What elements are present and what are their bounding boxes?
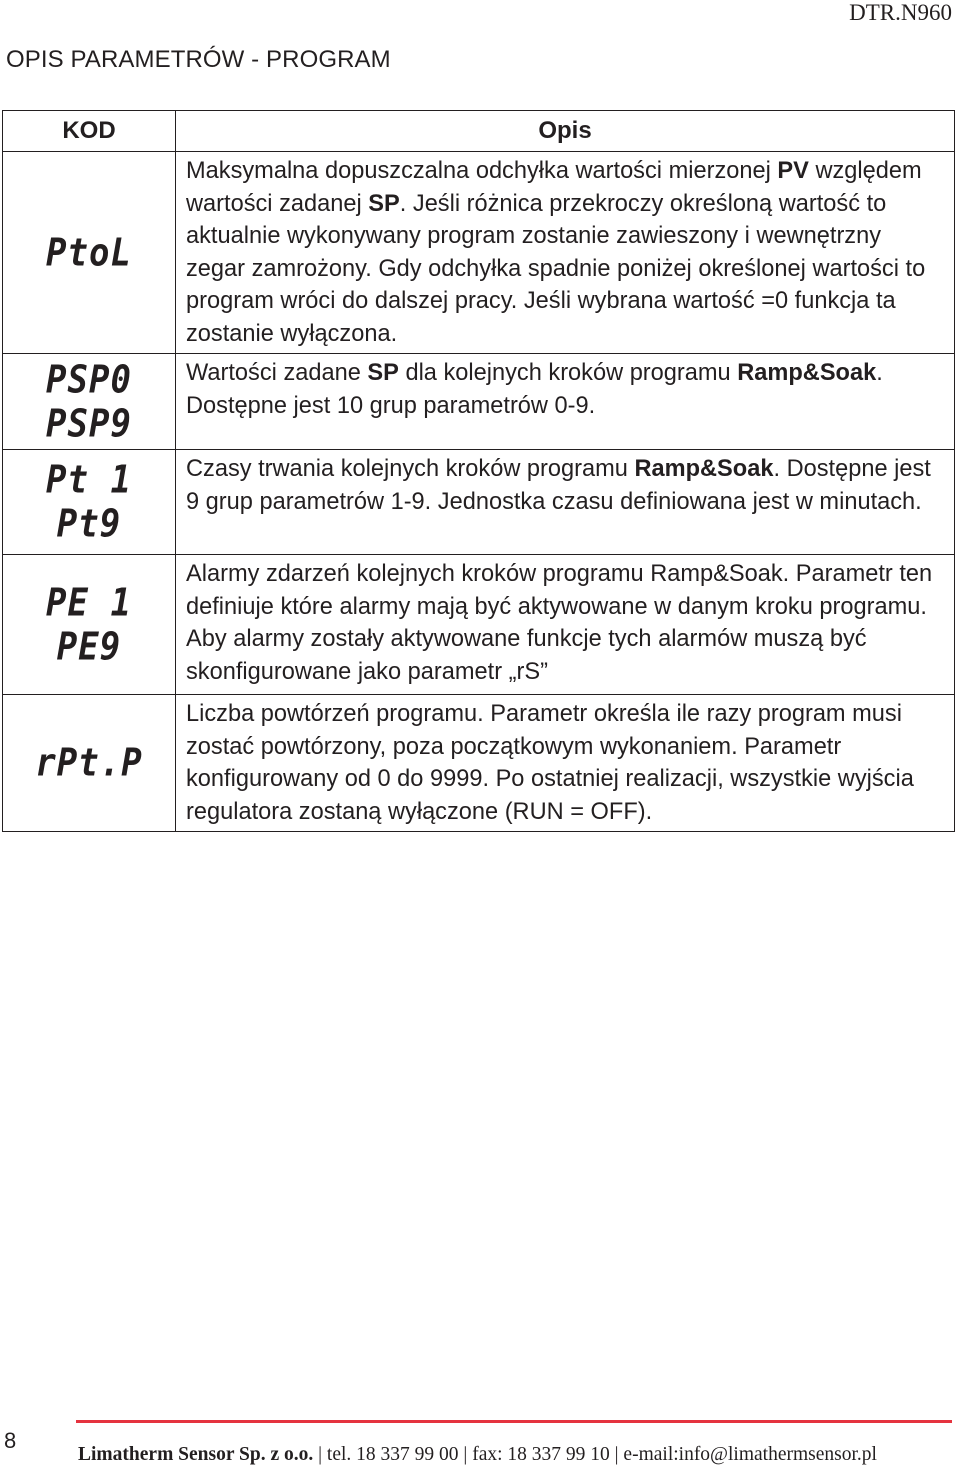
parameter-code: rPt.P (35, 740, 143, 786)
parameters-table (2, 110, 955, 832)
parameter-code: Pt9 (56, 501, 122, 547)
parameter-code: PSP0 (46, 357, 132, 402)
table-row (3, 450, 955, 555)
footer-contact (78, 1444, 877, 1466)
parameter-code-cell (3, 354, 176, 450)
table-row (3, 695, 955, 832)
parameter-code: PE 1 (46, 580, 132, 625)
parameter-description (176, 695, 955, 832)
description-text: względem wartości zadanej (186, 158, 922, 217)
description-text: Alarmy zdarzeń kolejnych kroków programu Ramp&Soak. Parametr ten definiuje które alarmy mają być aktywowane w danym kroku programu. Aby alarmy zostały aktywowane funkcje tych alarmów muszą być skonfigurowane jako parametr „rS” (186, 561, 933, 685)
description-text: Maksymalna dopuszczalna odchyłka wartości mierzonej (186, 158, 778, 184)
page-title: OPIS PARAMETRÓW - PROGRAM (6, 46, 391, 73)
footer-rule (76, 1420, 952, 1423)
description-emphasis: Ramp&Soak (634, 456, 774, 482)
document-code: DTR.N960 (849, 0, 952, 25)
parameter-description (176, 354, 955, 450)
parameter-description (176, 152, 955, 354)
parameter-code-cell (3, 555, 176, 695)
parameter-description (176, 450, 955, 555)
page-number: 8 (4, 1428, 17, 1453)
parameter-description (176, 555, 955, 695)
description-emphasis: PV (777, 158, 809, 184)
description-text: Wartości zadane (186, 360, 368, 386)
table-header-row (3, 111, 955, 152)
description-text: . Jeśli różnica przekroczy określoną wartość to aktualnie wykonywany program zostanie zawieszony i wewnętrzny zegar zamrożony. Gdy odchyłka spadnie poniżej określonej wartości to program wróci do dalszej pracy. Jeśli wybrana wartość =0 funkcja ta zostanie wyłączona. (186, 190, 926, 347)
parameter-code: PE9 (56, 624, 122, 669)
description-emphasis: SP (368, 190, 400, 217)
column-header-description: Opis (176, 111, 955, 152)
column-header-code: KOD (3, 111, 176, 152)
footer-contact-details: | tel. 18 337 99 00 | fax: 18 337 99 10 | e-mail:info@limathermsensor.pl (313, 1444, 877, 1465)
description-emphasis: SP (367, 360, 399, 386)
parameter-code-cell (3, 450, 176, 555)
parameter-code-cell (3, 695, 176, 832)
description-text: dla kolejnych kroków programu (398, 360, 738, 386)
description-text: Czasy trwania kolejnych kroków programu (186, 456, 635, 482)
parameter-code-cell (3, 152, 176, 354)
description-emphasis: Ramp&Soak (737, 360, 877, 386)
footer-company: Limatherm Sensor Sp. z o.o. (78, 1444, 314, 1465)
table-row (3, 152, 955, 354)
description-text: Liczba powtórzeń programu. Parametr określa ile razy program musi zostać powtórzony, poza początkowym wykonaniem. Parametr konfigurowany od 0 do 9999. Po ostatniej realizacji, wszystkie wyjścia regulatora zostaną wyłączone (RUN = OFF). (186, 701, 914, 825)
parameter-code: PSP9 (46, 401, 132, 446)
table-row (3, 354, 955, 450)
description-text: . Dostępne jest 9 grup parametrów 1-9. Jednostka czasu definiowana jest w minutach. (186, 456, 931, 515)
table-row (3, 555, 955, 695)
parameter-code: Pt 1 (46, 457, 132, 503)
parameter-code: PtoL (46, 230, 132, 275)
description-text: . Dostępne jest 10 grup parametrów 0-9. (186, 360, 883, 419)
